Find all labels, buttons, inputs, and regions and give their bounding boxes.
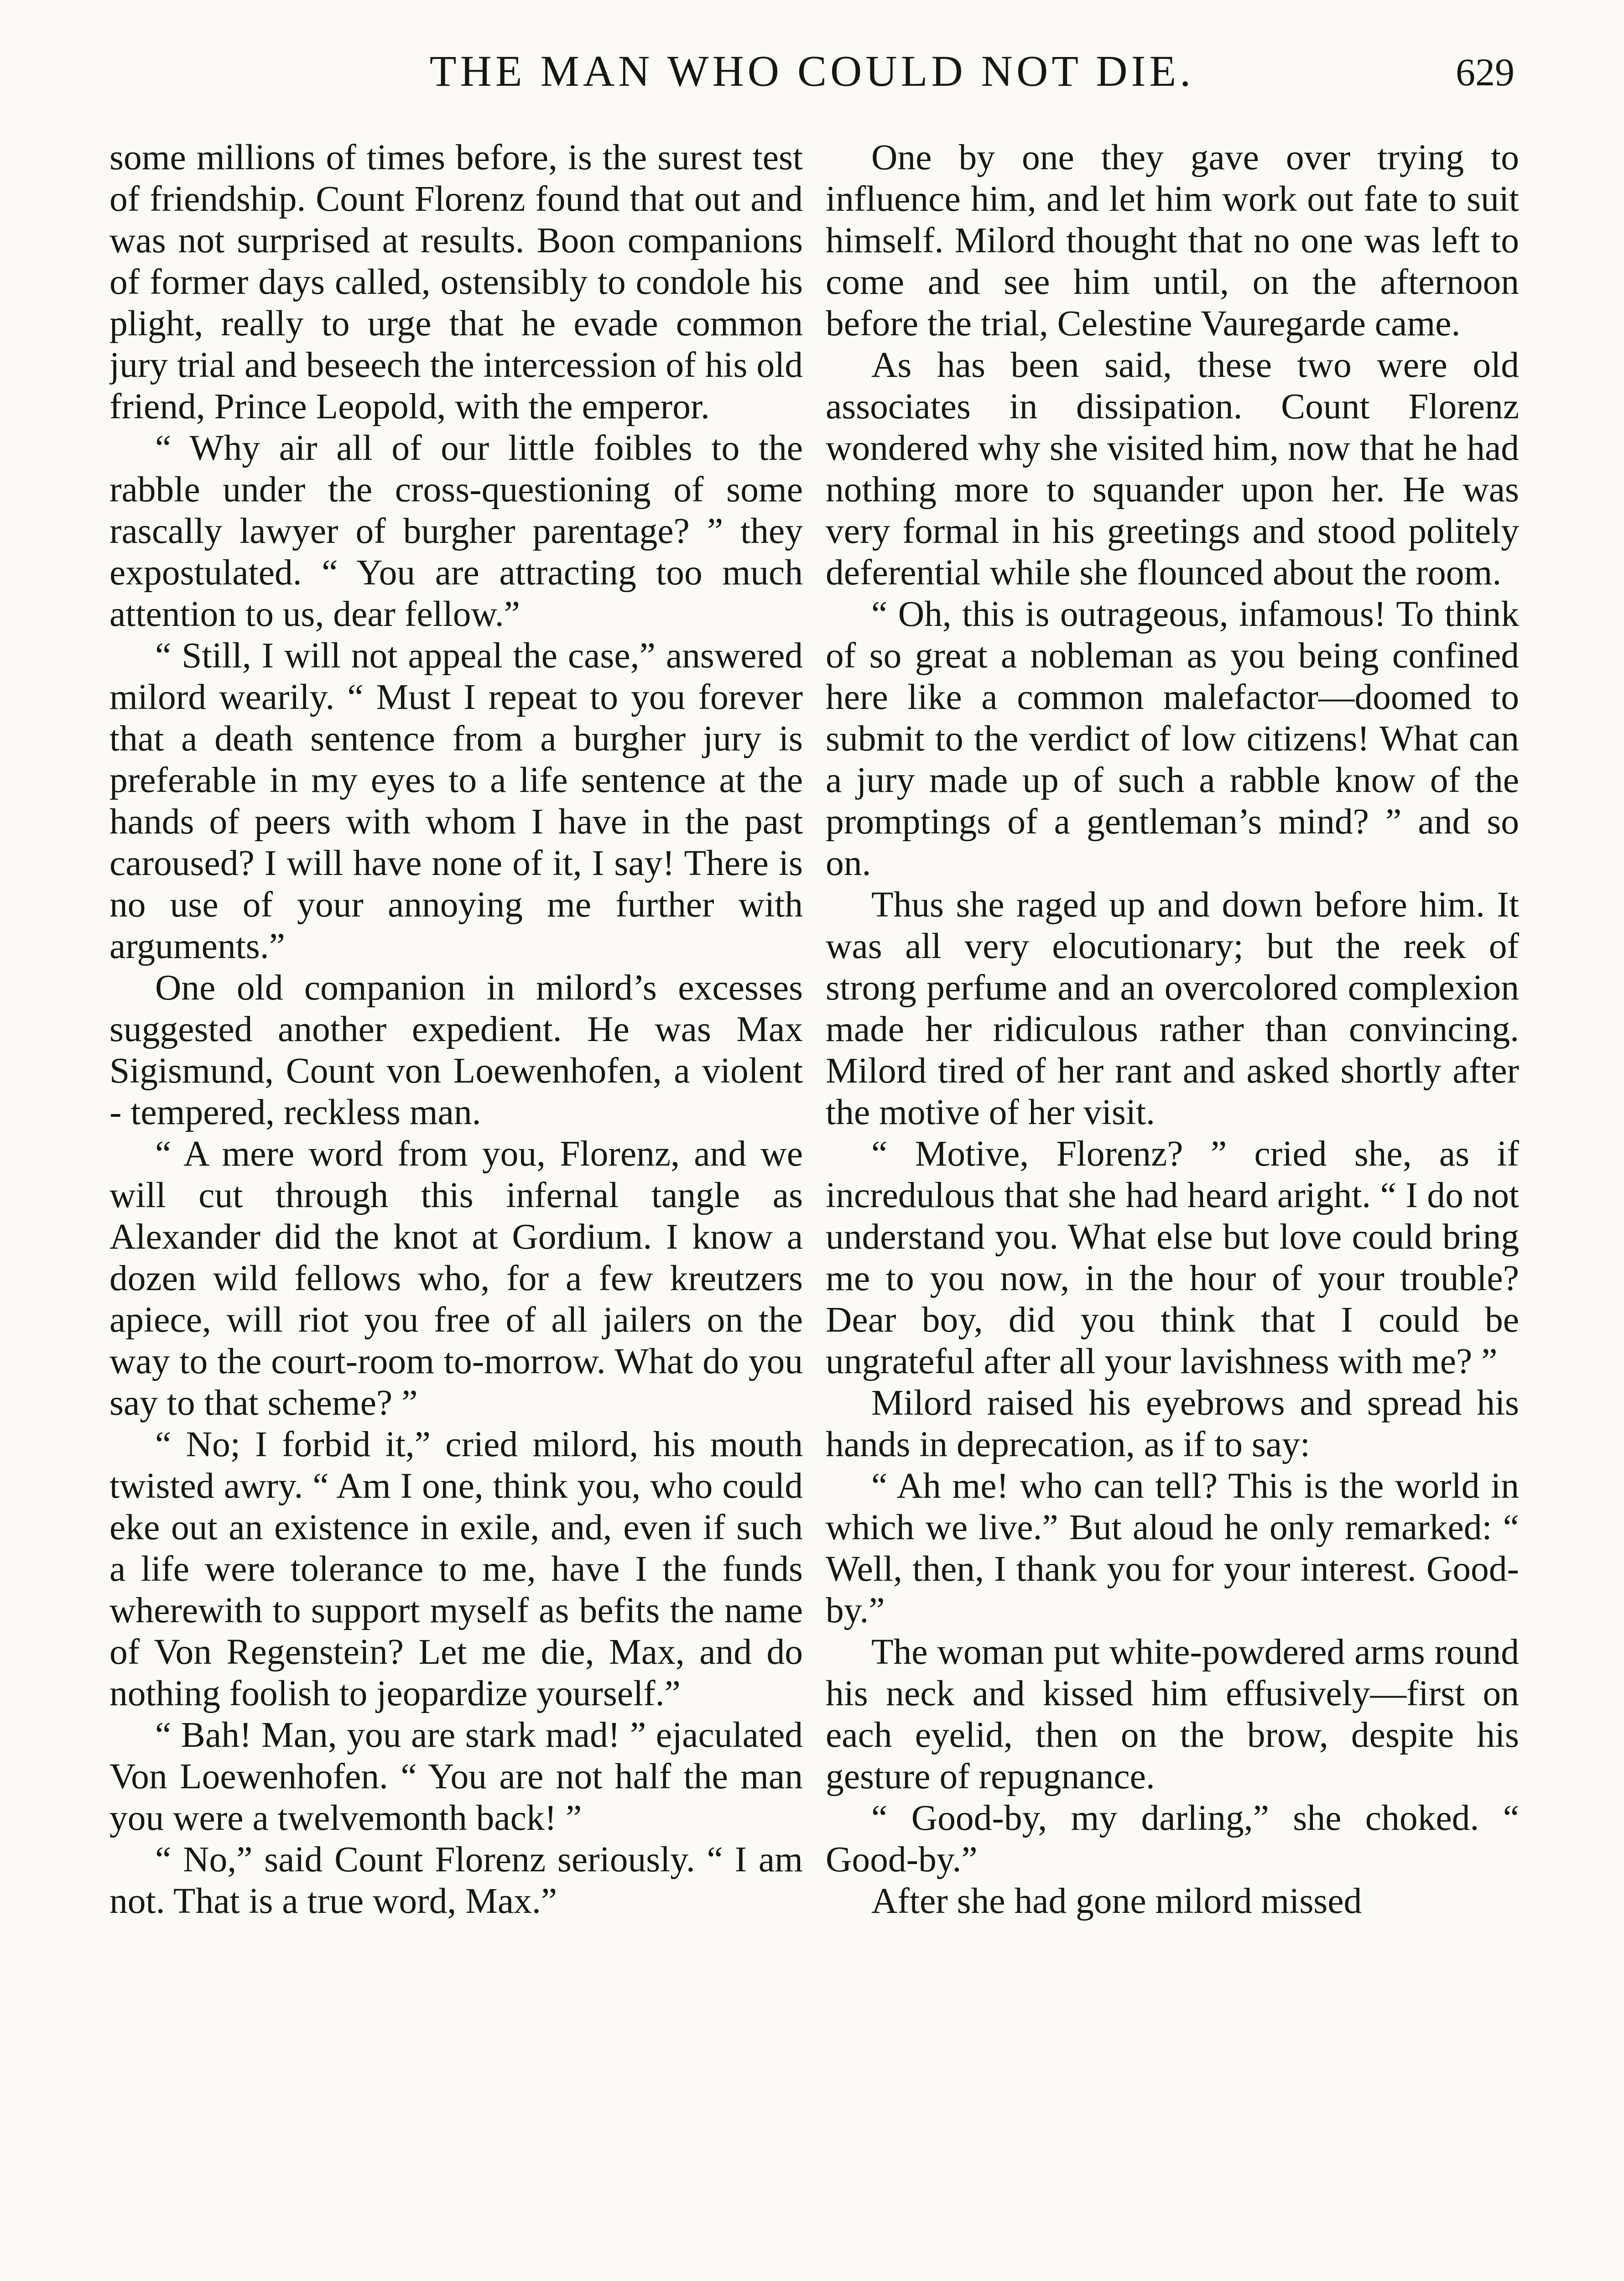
running-title: THE MAN WHO COULD NOT DIE.: [429, 47, 1195, 95]
paragraph: “ Why air all of our little foibles to the rabble under the cross-questioning of some rascally lawyer of burgher parentage? ” they expostulated. “ You are attracting too much attention to us, dear fellow.”: [109, 428, 803, 634]
paragraph: “ Good-by, my darling,” she choked. “ Good-by.”: [826, 1798, 1519, 1880]
paragraph: One by one they gave over trying to influence him, and let him work out fate to suit himself. Milord thought that no one was left to come and see him until, on the afternoon before the trial, Celestine Vauregarde came.: [826, 137, 1519, 344]
paragraph: As has been said, these two were old associates in dissipation. Count Florenz wondered why she visited him, now that he had nothing more to squander upon her. He was very formal in his greetings and stood politely deferential while she flounced about the room.: [826, 345, 1519, 593]
paragraph: “ Motive, Florenz? ” cried she, as if incredulous that she had heard aright. “ I do not understand you. What else but love could bring me to you now, in the hour of your trouble? Dear boy, did you think that I could be ungrateful after all your lavishness with me? ”: [826, 1134, 1519, 1381]
paragraph: “ Bah! Man, you are stark mad! ” ejaculated Von Loewenhofen. “ You are not half the man you were a twelvemonth back! ”: [109, 1715, 803, 1838]
right-column: [826, 137, 1519, 2281]
paragraph: “ No,” said Count Florenz seriously. “ I am not. That is a true word, Max.”: [109, 1839, 803, 1921]
paragraph: Thus she raged up and down before him. It was all very elocutionary; but the reek of strong perfume and an overcolored complexion made her ridiculous rather than convincing. Milord tired of her rant and asked shortly after the motive of her visit.: [826, 885, 1519, 1132]
paragraph: some millions of times before, is the surest test of friendship. Count Florenz found that out and was not surprised at results. Boon companions of former days called, ostensibly to condole his plight, really to urge that he evade common jury trial and beseech the intercession of his old friend, Prince Leopold, with the emperor.: [109, 137, 803, 427]
paragraph: The woman put white-powdered arms round his neck and kissed him effusively—first on each eyelid, then on the brow, despite his gesture of repugnance.: [826, 1632, 1519, 1797]
page-header: [109, 41, 1515, 105]
paragraph: “ No; I forbid it,” cried milord, his mouth twisted awry. “ Am I one, think you, who could eke out an existence in exile, and, even if such a life were tolerance to me, have I the funds wherewith to support myself as befits the name of Von Regenstein? Let me die, Max, and do nothing foolish to jeopardize yourself.”: [109, 1424, 803, 1713]
paragraph: One old companion in milord’s excesses suggested another expedient. He was Max Sigismund, Count von Loewenhofen, a violent - tempered, reckless man.: [109, 968, 803, 1132]
paragraph: “ Oh, this is outrageous, infamous! To think of so great a nobleman as you being confined here like a common malefactor—doomed to submit to the verdict of low citizens! What can a jury made up of such a rabble know of the promptings of a gentleman’s mind? ” and so on.: [826, 594, 1519, 883]
left-column: [109, 137, 803, 2281]
paragraph: After she had gone milord missed: [871, 1881, 1362, 1921]
paragraph: “ Still, I will not appeal the case,” answered milord wearily. “ Must I repeat to you forever that a death sentence from a burgher jury is preferable in my eyes to a life sentence at the hands of peers with whom I have in the past caroused? I will have none of it, I say! There is no use of your annoying me further with arguments.”: [109, 635, 803, 966]
paragraph: “ A mere word from you, Florenz, and we will cut through this infernal tangle as Alexander did the knot at Gordium. I know a dozen wild fellows who, for a few kreutzers apiece, will riot you free of all jailers on the way to the court-room to-morrow. What do you say to that scheme? ”: [109, 1134, 803, 1423]
paragraph: Milord raised his eyebrows and spread his hands in deprecation, as if to say:: [826, 1383, 1519, 1464]
paragraph: “ Ah me! who can tell? This is the world in which we live.” But aloud he only remarked: “ Well, then, I thank you for your interest. Good-by.”: [826, 1466, 1519, 1630]
page-number: 629: [1456, 50, 1515, 94]
